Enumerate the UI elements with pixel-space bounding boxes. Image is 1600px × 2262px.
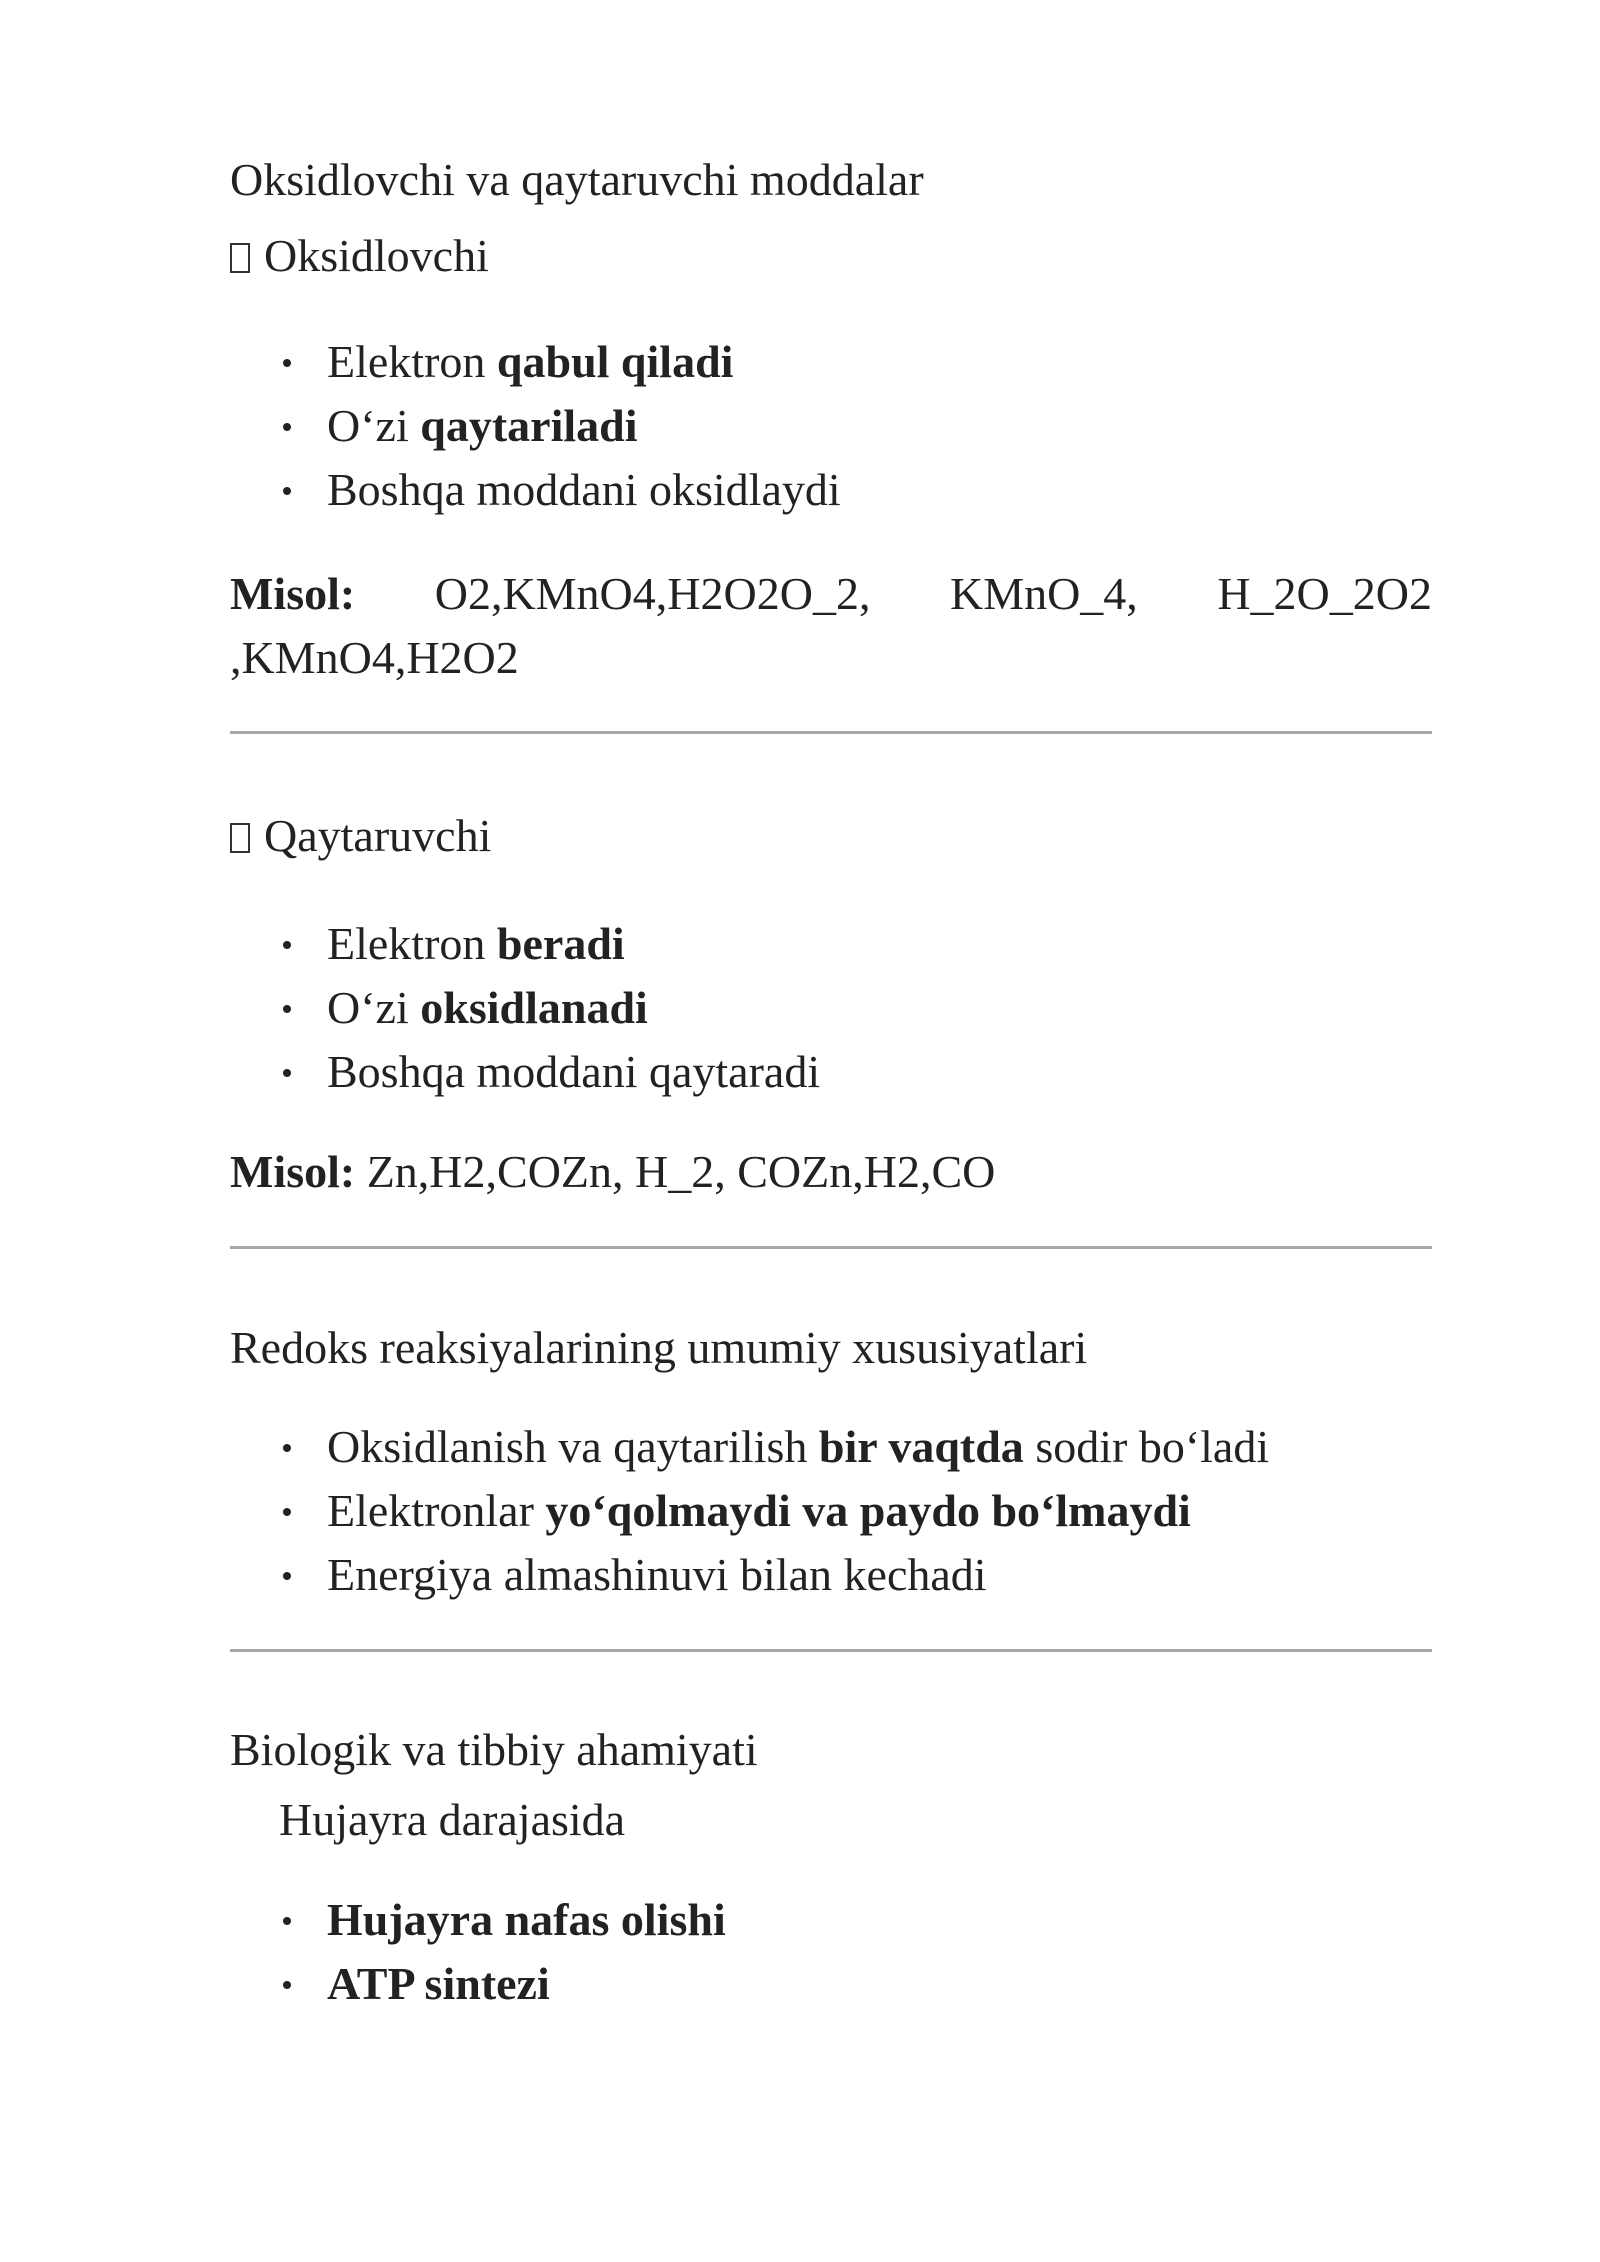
list-item: O‘zi qaytariladi <box>230 394 841 458</box>
bullet-dot-icon <box>283 941 291 949</box>
cell-level-bullet-list <box>230 1888 726 2016</box>
bullet-dot-icon <box>283 1005 291 1013</box>
divider <box>230 731 1432 734</box>
divider <box>230 1246 1432 1249</box>
list-item: Hujayra nafas olishi <box>230 1888 726 1952</box>
bullet-dot-icon <box>283 1981 291 1989</box>
example-label: Misol: <box>230 568 356 619</box>
example-label: Misol: <box>230 1146 356 1197</box>
subheading-reducer <box>230 808 491 864</box>
list-item: Energiya almashinuvi bilan kechadi <box>230 1543 1269 1607</box>
missing-glyph-box-icon <box>230 823 250 853</box>
section-title-redox-properties: Redoks reaksiyalarining umumiy xususiyatlari <box>230 1322 1088 1373</box>
list-item: Elektronlar yo‘qolmaydi va paydo bo‘lmaydi <box>230 1479 1269 1543</box>
bullet-dot-icon <box>283 1444 291 1452</box>
bullet-dot-icon <box>283 487 291 495</box>
list-item: Boshqa moddani qaytaradi <box>230 1040 820 1104</box>
example-part: H_2O_2O2 <box>1217 568 1432 619</box>
section-title-biological-medical: Biologik va tibbiy ahamiyati <box>230 1724 758 1775</box>
subheading-cell-level: Hujayra darajasida <box>279 1794 626 1845</box>
bullet-dot-icon <box>283 1069 291 1077</box>
subheading-oxidizer <box>230 228 489 284</box>
list-item: Oksidlanish va qaytarilish bir vaqtda sodir bo‘ladi <box>230 1415 1269 1479</box>
subheading-reducer-label: Qaytaruvchi <box>264 810 492 861</box>
bullet-dot-icon <box>283 423 291 431</box>
list-item: Elektron beradi <box>230 912 820 976</box>
list-item: Boshqa moddani oksidlaydi <box>230 458 841 522</box>
list-item: ATP sintezi <box>230 1952 726 2016</box>
bullet-dot-icon <box>283 1572 291 1580</box>
redox-properties-bullet-list <box>230 1415 1269 1607</box>
list-item: Elektron qabul qiladi <box>230 330 841 394</box>
list-item: O‘zi oksidlanadi <box>230 976 820 1040</box>
bullet-dot-icon <box>283 1917 291 1925</box>
bullet-dot-icon <box>283 1508 291 1516</box>
example-part: O2,KMnO4,H2O2O_2, <box>434 568 871 619</box>
example-text: Zn,H2,COZn, H_2, COZn,H2,CO <box>355 1146 996 1197</box>
reducer-bullet-list <box>230 912 820 1104</box>
oxidizer-example-line-1 <box>230 562 1432 626</box>
oxidizer-example-line-2: ,KMnO4,H2O2 <box>230 632 519 683</box>
section-title-oxidizers-reducers: Oksidlovchi va qaytaruvchi moddalar <box>230 154 924 205</box>
example-part: KMnO_4, <box>949 568 1138 619</box>
subheading-oxidizer-label: Oksidlovchi <box>264 230 489 281</box>
bullet-dot-icon <box>283 359 291 367</box>
missing-glyph-box-icon <box>230 243 250 273</box>
reducer-example <box>230 1144 995 1200</box>
oxidizer-bullet-list <box>230 330 841 522</box>
divider <box>230 1649 1432 1652</box>
